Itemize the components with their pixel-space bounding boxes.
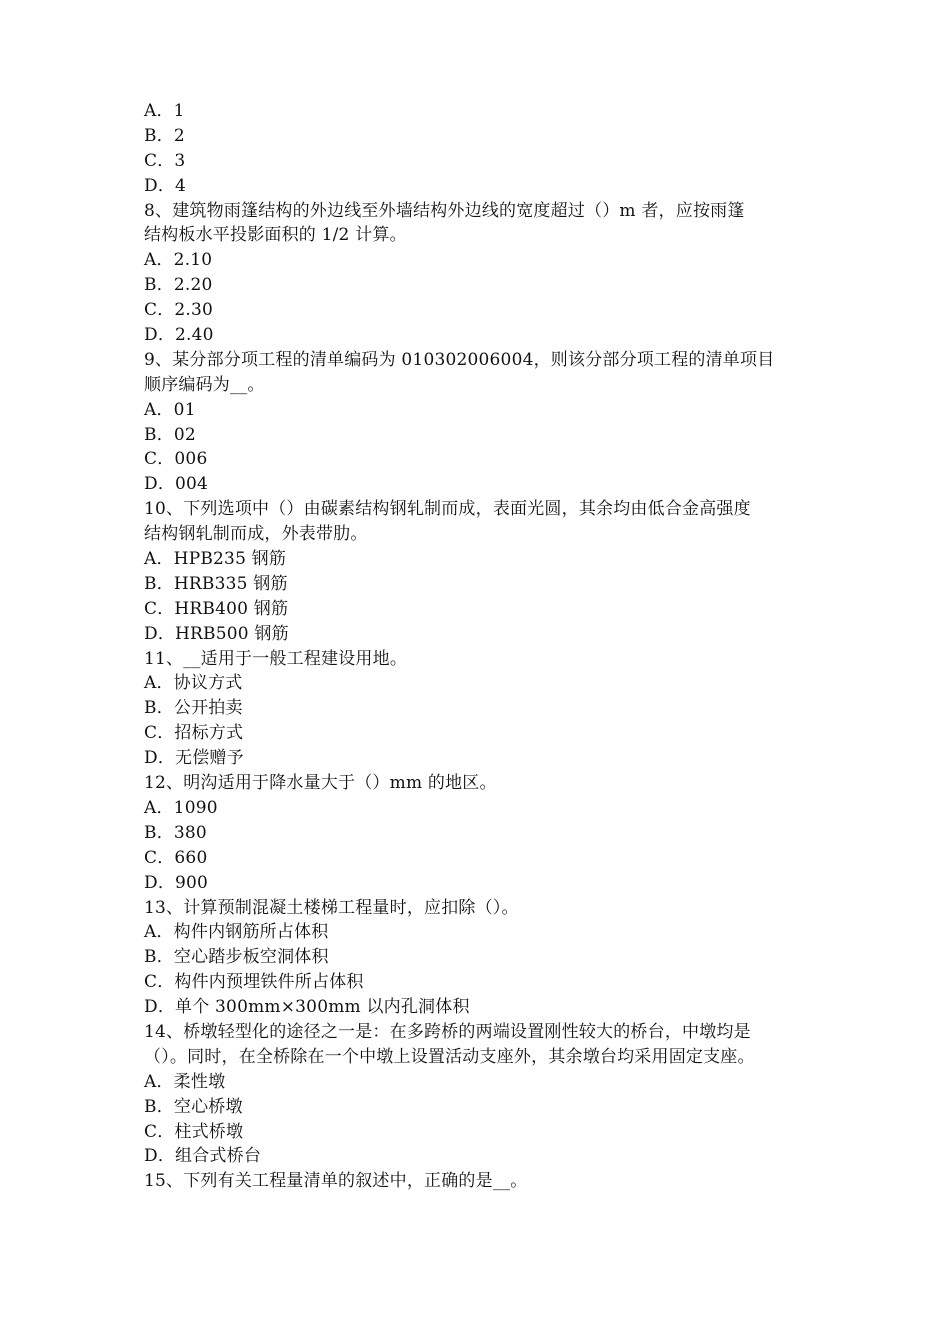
- document-body: [144, 99, 816, 1194]
- option-line: C．3: [144, 150, 186, 171]
- option-line: A．HPB235 钢筋: [144, 549, 287, 570]
- question-10: 10、下列选项中（）由碳素结构钢轧制而成，表面光圆，其余均由低合金高强度: [144, 499, 751, 520]
- question-15: 15、下列有关工程量清单的叙述中，正确的是__。: [144, 1171, 528, 1192]
- question-9: 9、某分部分项工程的清单编码为 010302006004，则该分部分项工程的清单项目: [144, 349, 775, 370]
- option-line: D．HRB500 钢筋: [144, 623, 289, 644]
- option-line: A．柔性墩: [144, 1071, 226, 1092]
- option-line: A．2.10: [144, 250, 213, 271]
- option-line: B．02: [144, 424, 196, 445]
- option-line: D．4: [144, 175, 187, 196]
- option-line: B．HRB335 钢筋: [144, 573, 288, 594]
- option-line: B．2: [144, 125, 185, 146]
- option-line: B．空心桥墩: [144, 1096, 243, 1117]
- option-line: D．无偿赠予: [144, 748, 244, 769]
- option-line: A．构件内钢筋所占体积: [144, 922, 329, 943]
- question-8: 8、建筑物雨篷结构的外边线至外墙结构外边线的宽度超过（）m 者，应按雨篷: [144, 200, 745, 221]
- question-14-continued: （）。同时，在全桥除在一个中墩上设置活动支座外，其余墩台均采用固定支座。: [144, 1046, 755, 1067]
- option-line: D．单个 300mm×300mm 以内孔洞体积: [144, 997, 470, 1018]
- option-line: A．01: [144, 399, 196, 420]
- question-10-continued: 结构钢轧制而成，外表带肋。: [144, 524, 368, 545]
- question-11: 11、__适用于一般工程建设用地。: [144, 648, 408, 669]
- option-line: B．2.20: [144, 275, 213, 296]
- option-line: C．HRB400 钢筋: [144, 598, 289, 619]
- option-line: C．660: [144, 847, 208, 868]
- option-line: C．柱式桥墩: [144, 1121, 244, 1142]
- option-line: C．006: [144, 449, 208, 470]
- option-line: D．组合式桥台: [144, 1146, 262, 1167]
- option-line: A．协议方式: [144, 673, 243, 694]
- option-line: D．004: [144, 474, 209, 495]
- question-13: 13、计算预制混凝土楼梯工程量时，应扣除（）。: [144, 897, 519, 918]
- question-8-continued: 结构板水平投影面积的 1/2 计算。: [144, 225, 407, 246]
- option-line: B．空心踏步板空洞体积: [144, 947, 329, 968]
- option-line: C．构件内预埋铁件所占体积: [144, 972, 364, 993]
- option-line: B．380: [144, 822, 207, 843]
- option-line: A．1: [144, 101, 185, 121]
- option-line: C．招标方式: [144, 723, 244, 744]
- option-line: A．1090: [144, 797, 218, 818]
- option-line: D．900: [144, 872, 209, 893]
- question-12: 12、明沟适用于降水量大于（）mm 的地区。: [144, 773, 497, 794]
- option-line: D．2.40: [144, 325, 214, 346]
- option-line: C．2.30: [144, 300, 214, 321]
- question-14: 14、桥墩轻型化的途径之一是：在多跨桥的两端设置刚性较大的桥台，中墩均是: [144, 1021, 751, 1042]
- question-9-continued: 顺序编码为__。: [144, 374, 265, 395]
- option-line: B．公开拍卖: [144, 698, 243, 719]
